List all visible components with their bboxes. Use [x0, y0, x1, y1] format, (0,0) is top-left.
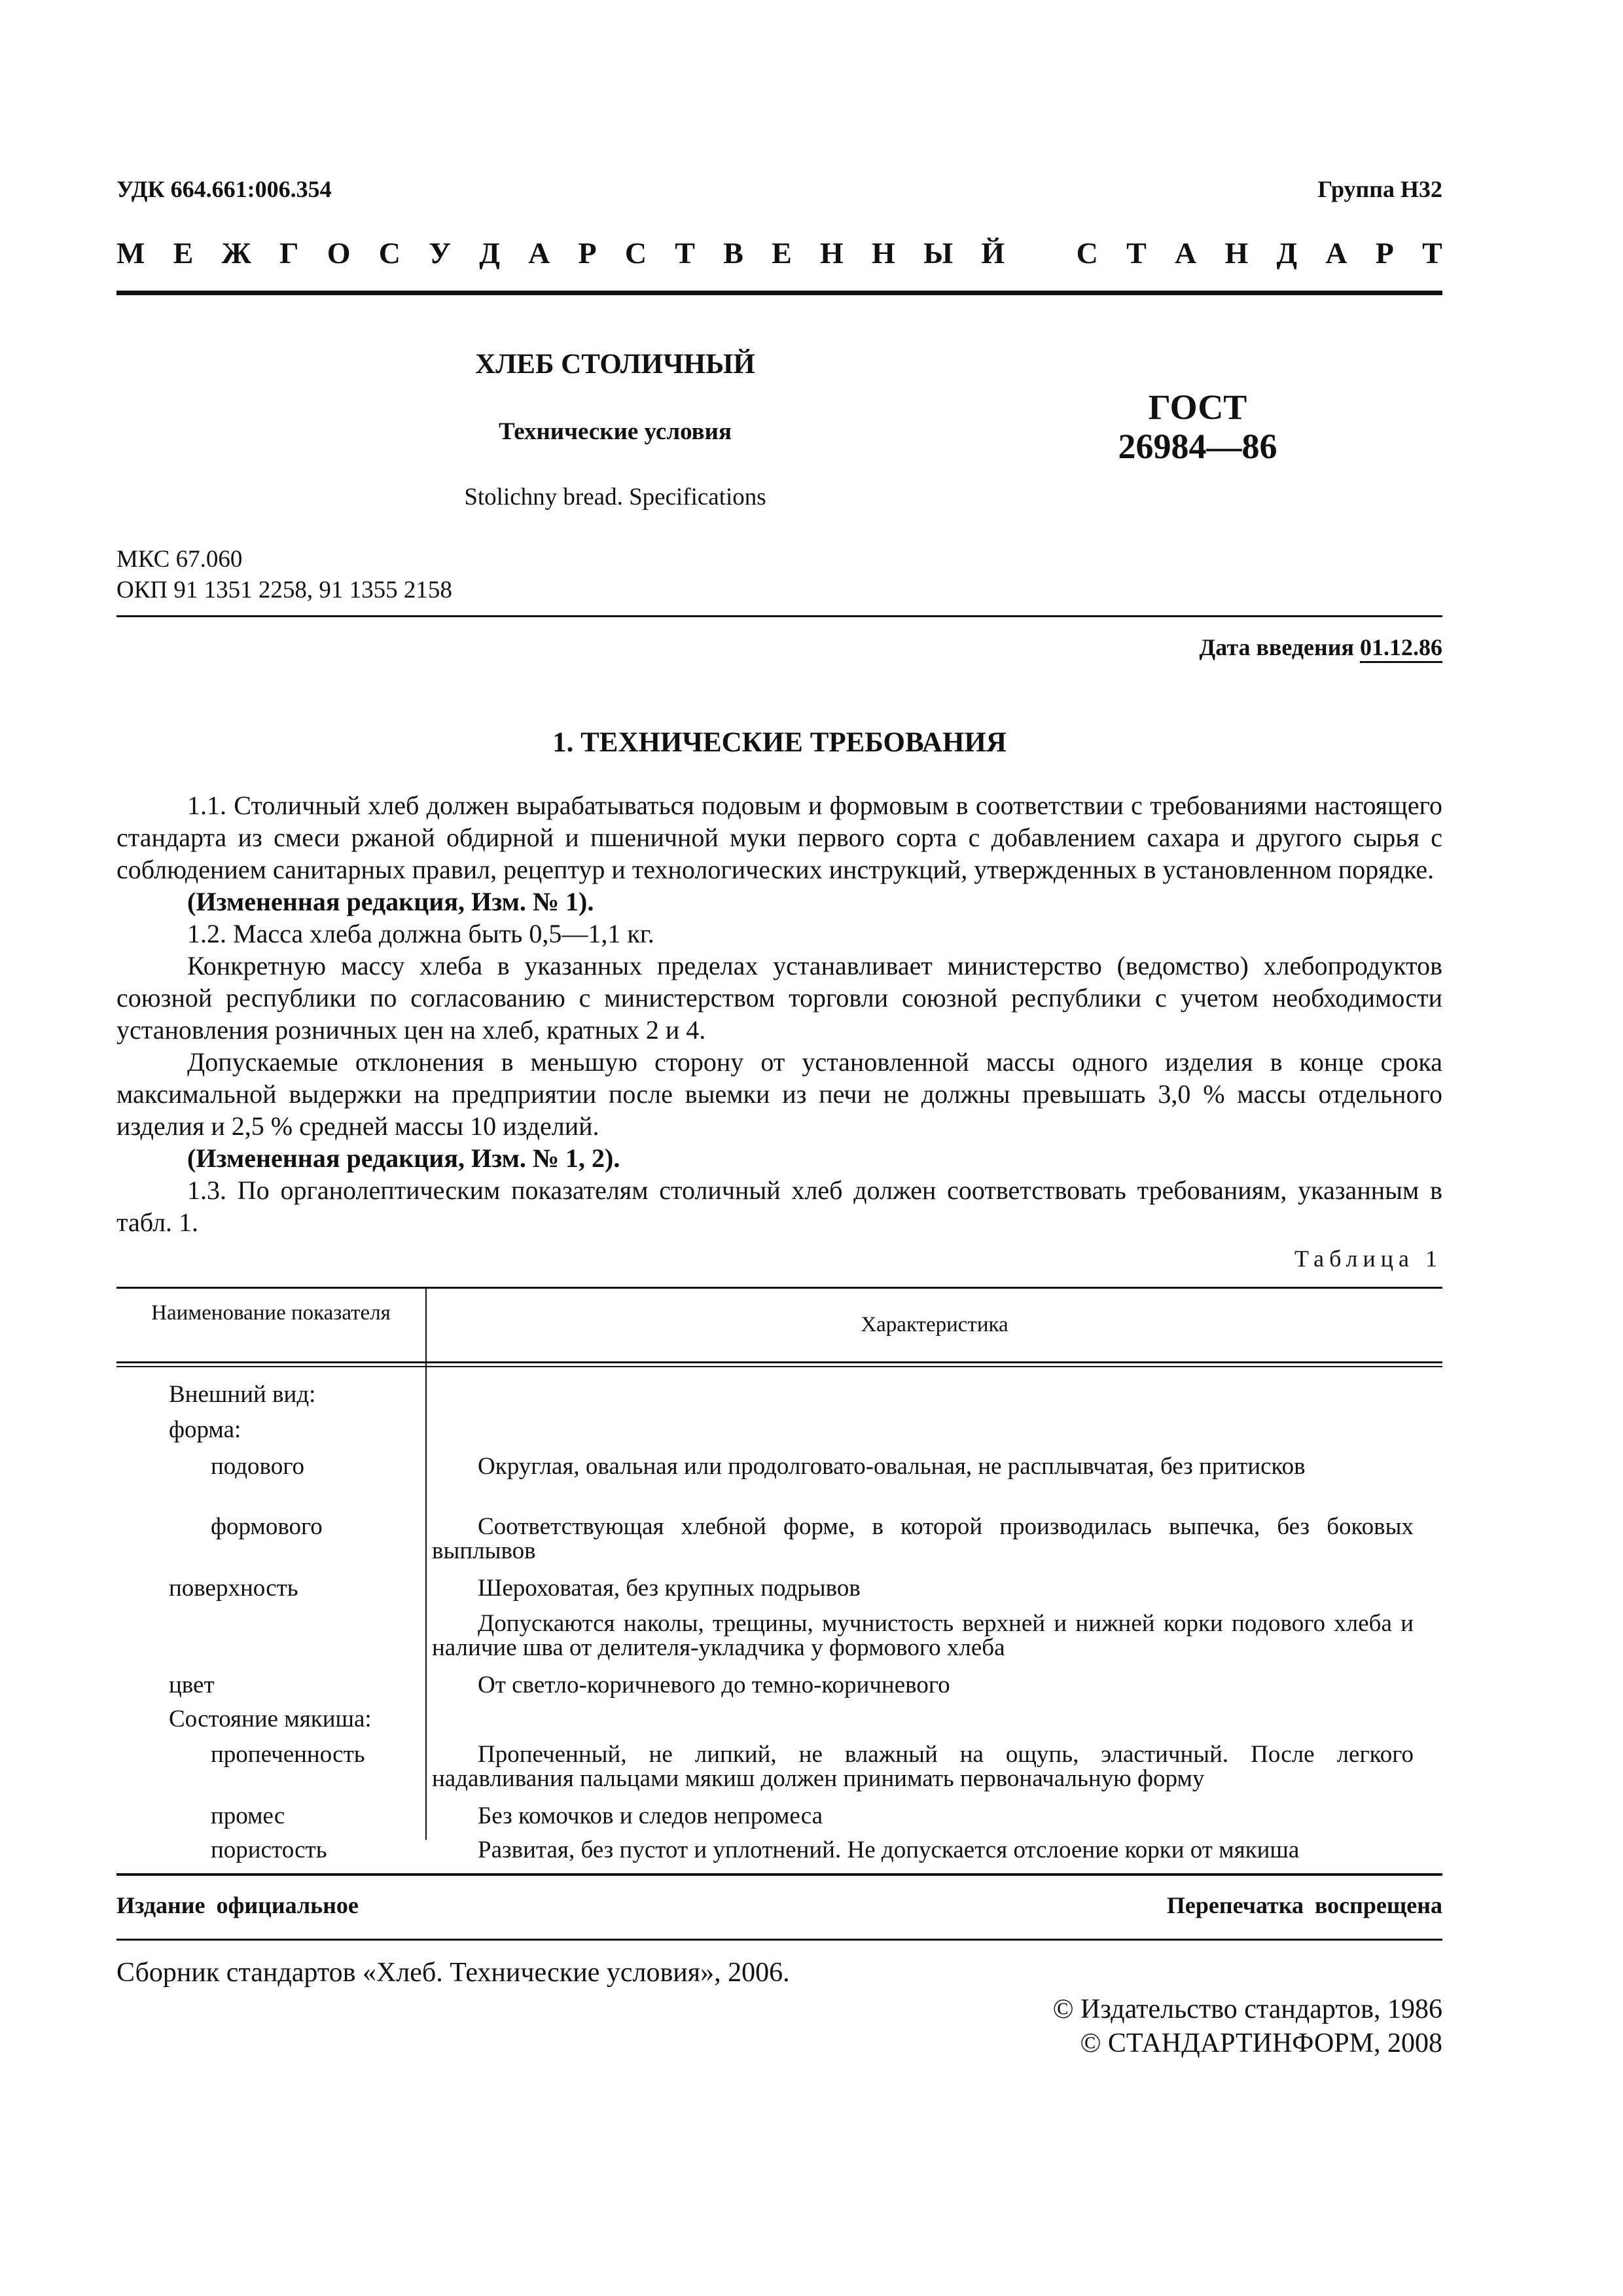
table-row-characteristic: От светло-коричневого до темно-коричневого — [478, 1672, 950, 1698]
gost-label: ГОСТ — [1148, 387, 1247, 427]
table-header-rule — [116, 1361, 1442, 1363]
date-value: 01.12.86 — [1360, 634, 1442, 663]
table-column-divider — [425, 1287, 427, 1840]
clause-1-3: 1.3. По органолептическим показателям столичный хлеб должен соответствовать требованиям, указанным в табл. 1. — [116, 1175, 1442, 1237]
banner-letter: Т — [675, 236, 695, 270]
collection-note: Сборник стандартов «Хлеб. Технические условия», 2006. — [116, 1958, 790, 1988]
copyright-1986: © Издательство стандартов, 1986 — [1052, 1994, 1442, 2024]
banner-letter: Т — [1126, 236, 1147, 270]
banner-letter: Й — [981, 236, 1005, 270]
table-row-indicator: Внешний вид: — [169, 1381, 316, 1408]
gost-designation — [1086, 387, 1309, 467]
banner-letter: А — [1174, 236, 1197, 270]
banner-letter: Г — [279, 236, 299, 270]
clause-1-2-mass: Конкретную массу хлеба в указанных пределах устанавливает министерство (ведомство) хлебопродуктов союзной республики по согласованию с министерством торговли союзной республики с учетом необходимости установления розничных цен на хлеб, кратных 2 и 4. — [116, 951, 1442, 1045]
date-label: Дата введения — [1199, 634, 1360, 660]
table-row-indicator: промес — [211, 1803, 285, 1829]
table-row-indicator: подового — [211, 1453, 305, 1480]
table-row-characteristic: Развитая, без пустот и уплотнений. Не допускается отслоение корки от мякиша — [478, 1837, 1300, 1863]
okp-code: ОКП 91 1351 2258, 91 1355 2158 — [116, 576, 452, 603]
table-row-indicator: цвет — [169, 1672, 215, 1698]
banner-letter: Н — [1224, 236, 1249, 270]
classification-codes — [116, 545, 452, 605]
banner-letter: С — [624, 236, 647, 270]
banner-letter: А — [528, 236, 550, 270]
group-code: Группа Н32 — [1317, 176, 1442, 202]
banner-letter: А — [1325, 236, 1347, 270]
banner-letter: С — [378, 236, 401, 270]
banner-letter: В — [723, 236, 743, 270]
introduction-date — [1200, 634, 1443, 661]
clause-1-1: 1.1. Столичный хлеб должен вырабатываться подовым и формовым в соответствии с требованиями настоящего стандарта из смеси ржаной обдирной и пшеничной муки первого сорта с добавлением сахара и другого сырья с соблюдением санитарных правил, рецептур и технологических инструкций, утвержденных в установленном порядке. — [116, 791, 1442, 884]
table-row-indicator: пористость — [211, 1837, 327, 1863]
gost-number: 26984—86 — [1118, 427, 1277, 467]
table-row-indicator: Состояние мякиша: — [169, 1706, 372, 1732]
table-header-rule-double — [116, 1366, 1442, 1367]
table-row-characteristic: Без комочков и следов непромеса — [478, 1803, 823, 1829]
amendment-note-1: (Измененная редакция, Изм. № 1). — [187, 887, 594, 916]
table-caption: Таблица 1 — [1294, 1246, 1442, 1272]
header-rule — [116, 291, 1442, 295]
banner-letter: У — [429, 236, 451, 270]
reprint-prohibited-label: Перепечатка воспрещена — [1166, 1892, 1442, 1918]
table-row-characteristic: Допускаются наколы, трещины, мучнистость верхней и нижней корки подового хлеба и наличие шва от делителя-укладчика у формового хлеба — [432, 1610, 1414, 1661]
banner-gap — [1033, 236, 1048, 270]
footer-rule-bottom — [116, 1939, 1442, 1941]
amendment-note-2: (Измененная редакция, Изм. № 1, 2). — [187, 1143, 620, 1173]
banner-letter: Р — [578, 236, 597, 270]
table-row-characteristic: Шероховатая, без крупных подрывов — [478, 1575, 861, 1602]
table-row-indicator: пропеченность — [211, 1741, 365, 1768]
table-row-indicator: форма: — [169, 1416, 241, 1443]
banner-letter: Ж — [221, 236, 252, 270]
banner-letter: Е — [772, 236, 792, 270]
banner-letter: М — [116, 236, 145, 270]
table-row-characteristic: Пропеченный, не липкий, не влажный на ощупь, эластичный. После легкого надавливания пальцами мякиш должен принимать первоначальную форму — [432, 1741, 1414, 1792]
banner-letter: Н — [872, 236, 895, 270]
footer-rule-top — [116, 1873, 1442, 1876]
table-header-characteristic: Характеристика — [861, 1313, 1008, 1336]
banner-letter: Р — [1375, 236, 1394, 270]
official-edition-label: Издание официальное — [116, 1892, 359, 1918]
english-title: Stolichny bread. Specifications — [464, 484, 766, 511]
section-heading: 1. ТЕХНИЧЕСКИЕ ТРЕБОВАНИЯ — [552, 727, 1007, 758]
section-body — [116, 789, 1442, 1238]
banner-letter: Н — [820, 236, 844, 270]
codes-rule — [116, 615, 1442, 617]
table-row-indicator: поверхность — [169, 1575, 298, 1602]
banner-letter: С — [1076, 236, 1098, 270]
banner-letter: Ы — [923, 236, 954, 270]
banner-letter: Е — [173, 236, 194, 270]
banner-letter: Д — [1276, 236, 1298, 270]
clause-1-2-deviation: Допускаемые отклонения в меньшую сторону от установленной массы одного изделия в конце срока максимальной выдержки на предприятии после выемки из печи не должны превышать 3,0 % массы отдельного изделия и 2,5 % средней массы 10 изделий. — [116, 1047, 1442, 1141]
banner-letter: О — [327, 236, 351, 270]
clause-1-2: 1.2. Масса хлеба должна быть 0,5—1,1 кг. — [187, 919, 654, 948]
banner-letter: Т — [1422, 236, 1442, 270]
document-title: ХЛЕБ СТОЛИЧНЫЙ — [475, 349, 755, 380]
table-row-characteristic: Соответствующая хлебной форме, в которой производилась выпечка, без боковых выплывов — [432, 1513, 1414, 1564]
table-header-indicator: Наименование показателя — [151, 1301, 391, 1325]
document-subtitle: Технические условия — [499, 418, 732, 445]
mks-code: МКС 67.060 — [116, 546, 243, 573]
table-top-rule — [116, 1287, 1442, 1289]
interstate-standard-banner — [116, 236, 1442, 270]
table-row-indicator: формового — [211, 1513, 323, 1540]
banner-letter: Д — [479, 236, 500, 270]
udk-code: УДК 664.661:006.354 — [116, 176, 332, 202]
copyright-2008: © СТАНДАРТИНФОРМ, 2008 — [1080, 2028, 1442, 2058]
table-row-characteristic: Округлая, овальная или продолговато-овальная, не расплывчатая, без притисков — [478, 1453, 1306, 1480]
